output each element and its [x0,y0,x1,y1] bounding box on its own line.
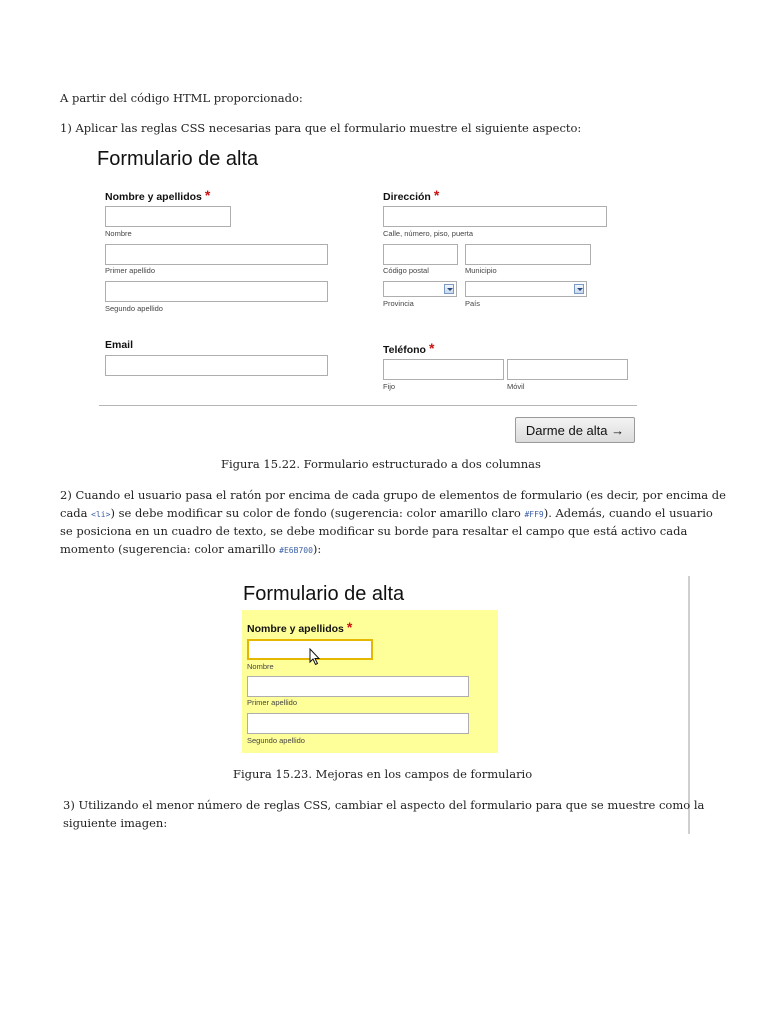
form-title: Formulario de alta [97,148,259,170]
primer-apellido-input[interactable] [105,244,328,265]
codigo-postal-input[interactable] [383,244,458,265]
required-star: * [428,340,435,356]
intro-line-2: 1) Aplicar las reglas CSS necesarias para que el formulario muestre el siguiente aspecto: [60,121,582,135]
primer-apellido-input[interactable] [247,676,469,697]
calle-input[interactable] [383,206,607,227]
address-label: Dirección * [383,187,440,203]
section2-line-4: momento (sugerencia: color amarillo #E6B700): [60,542,322,556]
email-input[interactable] [105,355,328,376]
pais-sublabel: País [465,299,481,308]
segundo-apellido-input[interactable] [247,713,469,734]
nombre-sublabel: Nombre [105,229,132,238]
code-e6b700: #E6B700 [279,546,313,555]
fijo-sublabel: Fijo [383,382,396,391]
movil-sublabel: Móvil [507,382,525,391]
segundo-apellido-sublabel: Segundo apellido [105,304,163,313]
municipio-input[interactable] [465,244,591,265]
figure-caption-1: Figura 15.22. Formulario estructurado a dos columnas [221,457,541,471]
mouse-cursor-icon [309,648,321,666]
form-title: Formulario de alta [243,583,405,605]
segundo-apellido-input[interactable] [105,281,328,302]
provincia-select[interactable] [383,281,457,297]
dropdown-arrow-icon[interactable] [574,284,584,294]
codigo-postal-sublabel: Código postal [383,266,429,275]
fijo-input[interactable] [383,359,504,380]
municipio-sublabel: Municipio [465,266,497,275]
dropdown-arrow-icon[interactable] [444,284,454,294]
primer-apellido-sublabel: Primer apellido [105,266,156,275]
section3-line-1: 3) Utilizando el menor número de reglas CSS, cambiar el aspecto del formulario para que se muestre como la [63,798,705,812]
segundo-apellido-sublabel: Segundo apellido [247,736,305,745]
name-label: Nombre y apellidos * [105,187,211,203]
required-star: * [204,187,211,203]
form-divider [99,405,637,406]
code-ff9: #FF9 [524,510,544,519]
highlighted-list-item[interactable] [242,610,498,753]
nombre-sublabel: Nombre [247,662,274,671]
required-star: * [433,187,440,203]
email-label: Email [105,339,134,351]
required-star: * [346,619,353,635]
name-label: Nombre y apellidos * [247,619,353,635]
section2-line-3: se posiciona en un cuadro de texto, se debe modificar su borde para resaltar el campo que está activo cada [60,524,688,538]
code-li: <li> [91,510,111,519]
movil-input[interactable] [507,359,628,380]
figure-caption-2: Figura 15.23. Mejoras en los campos de formulario [233,767,533,781]
section3-line-2: siguiente imagen: [63,816,168,830]
section2-line-2: cada <li>) se debe modificar su color de fondo (sugerencia: color amarillo claro #FF9). Además, cuando el usuario [60,506,713,520]
primer-apellido-sublabel: Primer apellido [247,698,298,707]
calle-sublabel: Calle, número, piso, puerta [383,229,474,238]
provincia-sublabel: Provincia [383,299,414,308]
submit-button[interactable]: Darme de alta → [515,417,635,443]
phone-label: Teléfono * [383,340,435,356]
pais-select[interactable] [465,281,587,297]
intro-line-1: A partir del código HTML proporcionado: [60,91,303,105]
nombre-input[interactable] [105,206,231,227]
section2-line-1: 2) Cuando el usuario pasa el ratón por encima de cada grupo de elementos de formulario (es decir, por encima de [60,488,726,502]
